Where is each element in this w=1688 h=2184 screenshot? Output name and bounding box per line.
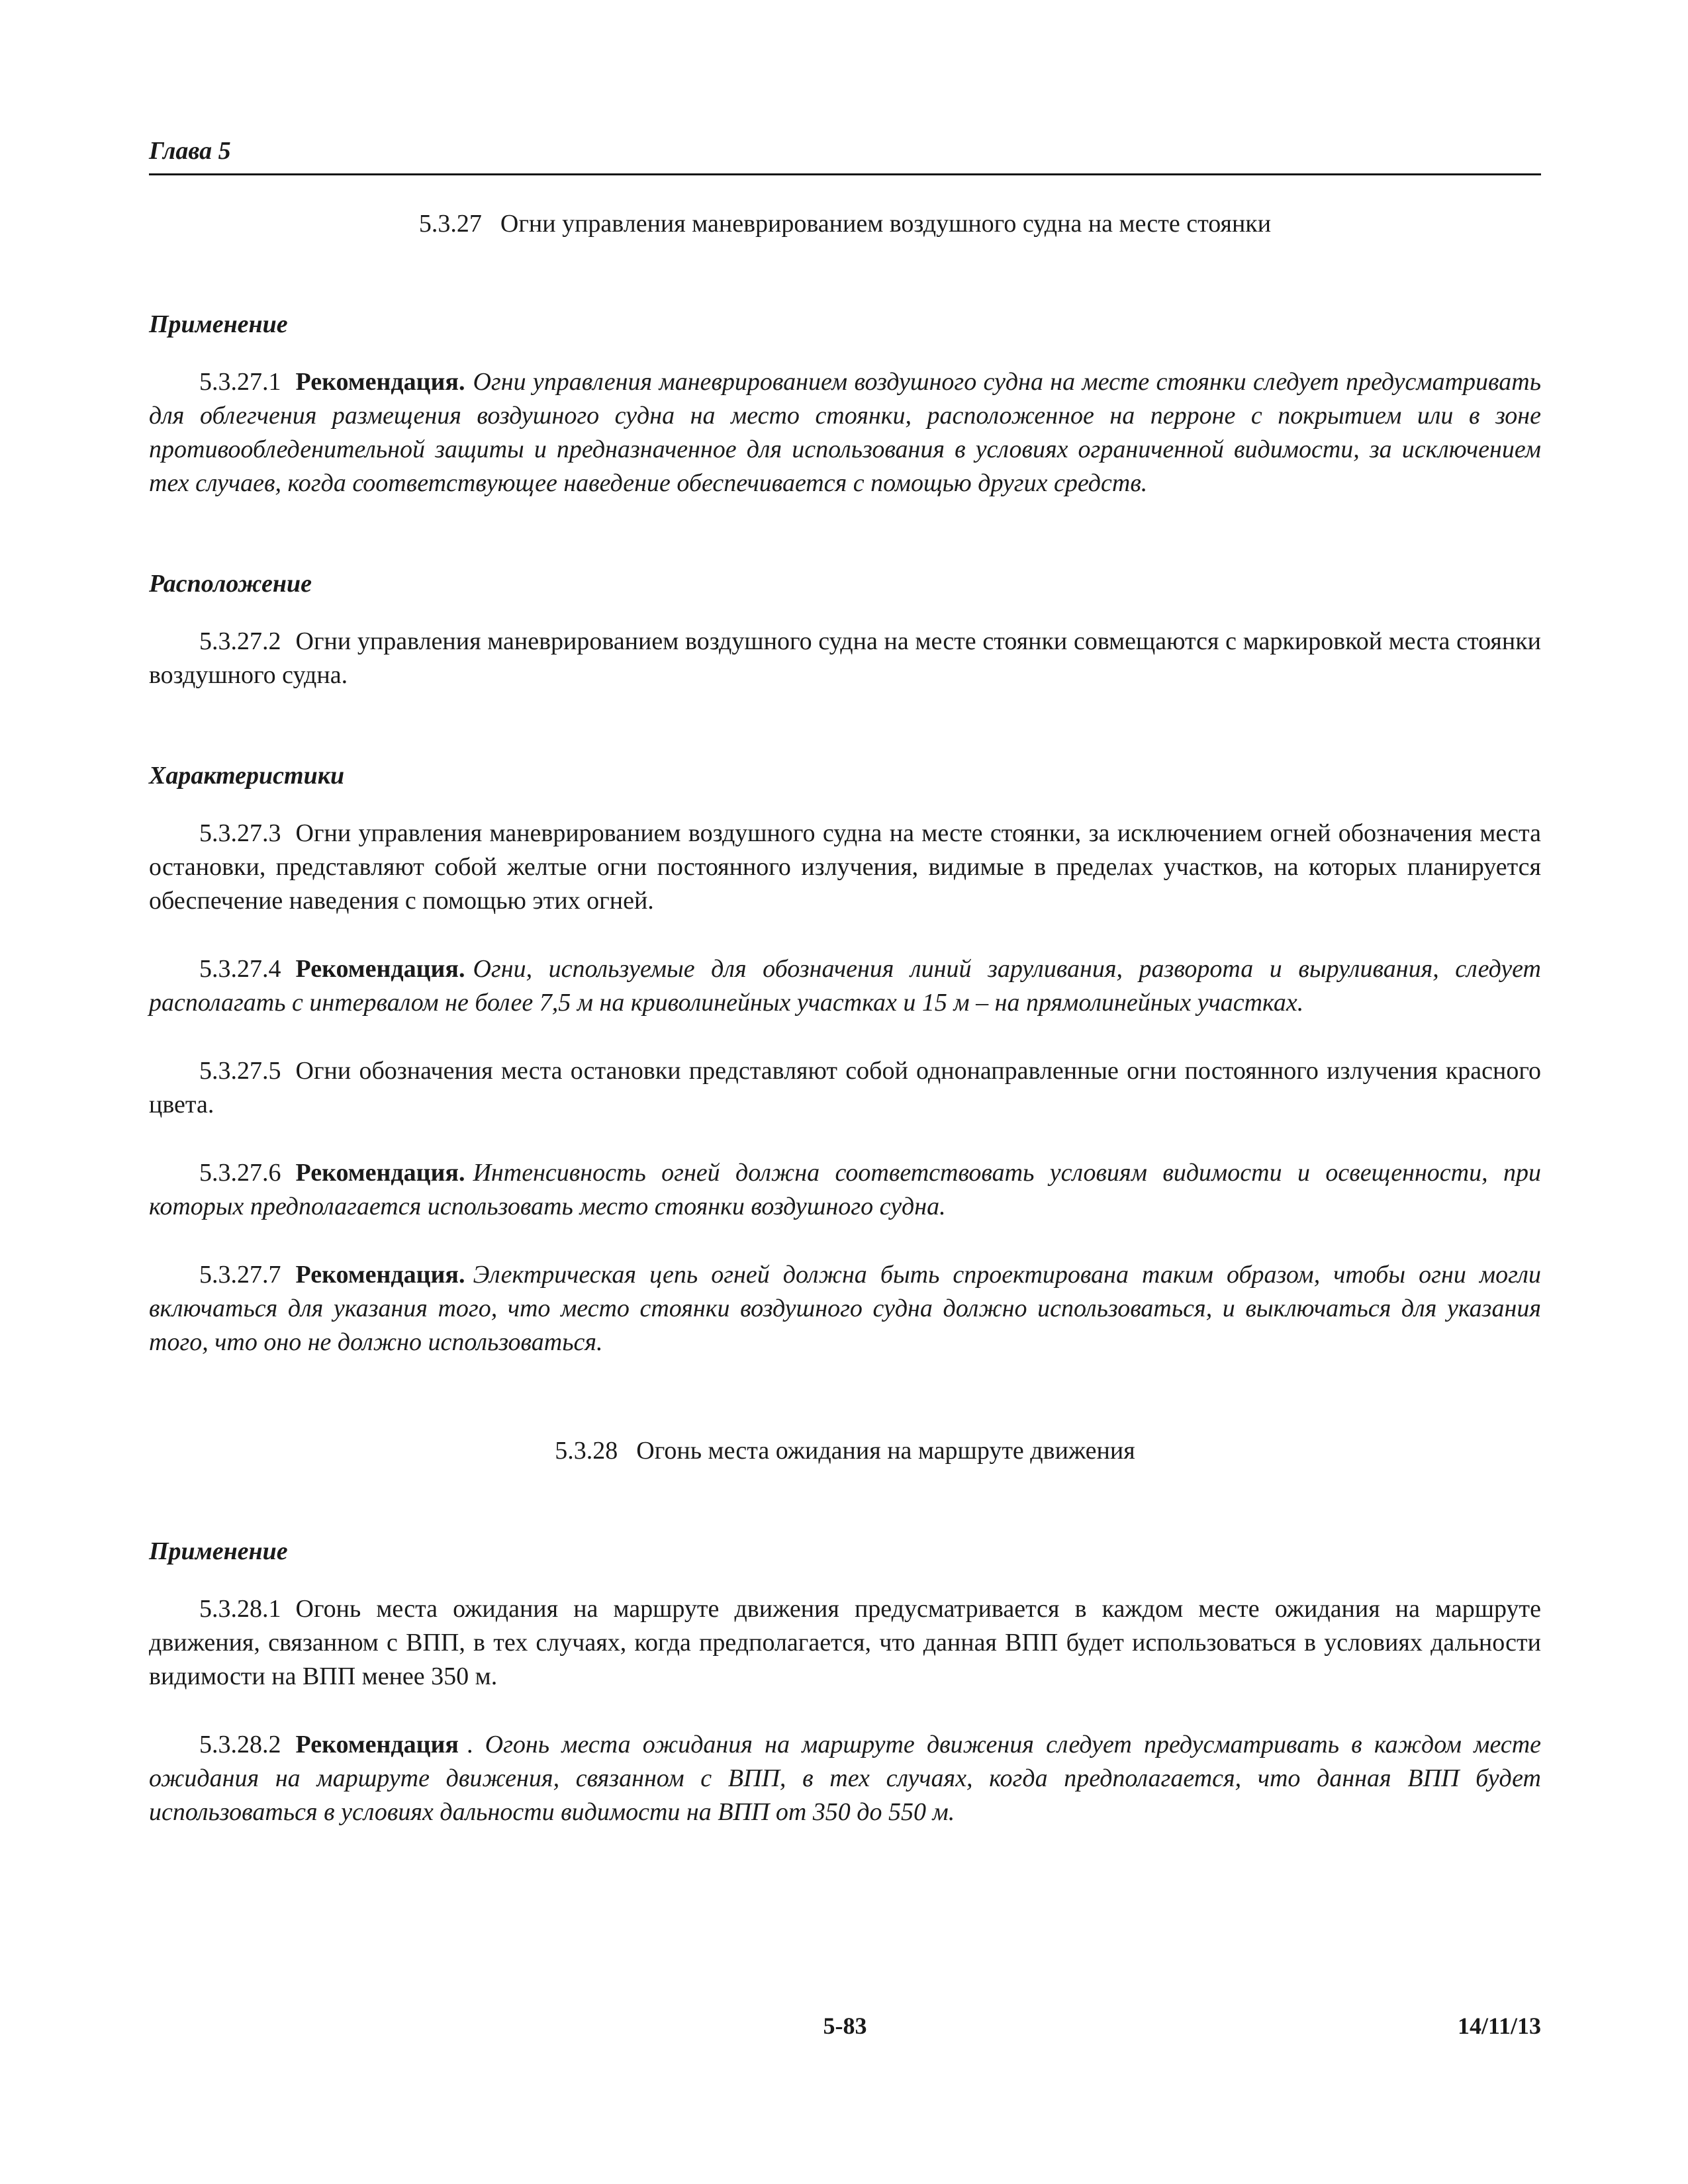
paragraph-text: Огни управления маневрированием воздушного судна на месте стоянки, за исключением огней обозначения места остановки, представляют собой желтые огни постоянного излучения, видимые в пределах участков, на которых планируется обеспечение наведения с помощью этих огней. xyxy=(149,819,1541,915)
paragraph-number: 5.3.27.7 xyxy=(199,1261,281,1289)
paragraph-text: Электрическая цепь огней должна быть спроектирована таким образом, чтобы огни могли включаться для указания того, что место стоянки воздушного судна должно использоваться, и выключаться для указания того, что оно не должно использоваться. xyxy=(149,1261,1541,1356)
subheading-characteristics: Характеристики xyxy=(149,762,345,790)
header-rule xyxy=(149,173,1541,175)
paragraph-5-3-27-1 xyxy=(149,365,1541,500)
paragraph-number: 5.3.27.5 xyxy=(199,1057,281,1085)
paragraph-number: 5.3.27.4 xyxy=(199,955,281,983)
section-number: 5.3.27 xyxy=(418,210,482,238)
paragraph-number: 5.3.28.1 xyxy=(199,1595,281,1623)
document-page xyxy=(149,0,1541,2184)
paragraph-5-3-28-2 xyxy=(149,1728,1541,1829)
section-number: 5.3.28 xyxy=(555,1437,618,1465)
recommendation-label: Рекомендация. xyxy=(295,1261,465,1289)
subheading-application: Применение xyxy=(149,310,288,338)
paragraph-text: Огни обозначения места остановки представляют собой однонаправленные огни постоянного излучения красного цвета. xyxy=(149,1057,1541,1118)
recommendation-label: Рекомендация. xyxy=(295,955,465,983)
page-number: 5-83 xyxy=(823,2013,867,2039)
paragraph-5-3-27-7 xyxy=(149,1258,1541,1359)
chapter-heading: Глава 5 xyxy=(149,137,231,165)
label-period: . xyxy=(466,1731,473,1758)
paragraph-number: 5.3.27.3 xyxy=(199,819,281,847)
recommendation-label: Рекомендация. xyxy=(295,1159,465,1187)
section-title-text: Огни управления маневрированием воздушного судна на месте стоянки xyxy=(500,210,1272,238)
paragraph-number: 5.3.27.1 xyxy=(199,368,281,396)
paragraph-5-3-27-2 xyxy=(149,625,1541,692)
paragraph-5-3-27-6 xyxy=(149,1156,1541,1224)
recommendation-label: Рекомендация. xyxy=(295,368,465,396)
paragraph-number: 5.3.27.6 xyxy=(199,1159,281,1187)
revision-date: 14/11/13 xyxy=(1457,2013,1541,2039)
paragraph-5-3-28-1 xyxy=(149,1592,1541,1694)
paragraph-number: 5.3.27.2 xyxy=(199,627,281,655)
paragraph-5-3-27-5 xyxy=(149,1054,1541,1122)
page-content xyxy=(149,199,1541,1829)
section-title-text: Огонь места ожидания на маршруте движения xyxy=(636,1437,1135,1465)
paragraph-5-3-27-4 xyxy=(149,952,1541,1020)
paragraph-text: Огонь места ожидания на маршруте движения предусматривается в каждом месте ожидания на маршруте движения, связанном с ВПП, в тех случаях, когда предполагается, что данная ВПП будет использоваться в условиях дальности видимости на ВПП менее 350 м. xyxy=(149,1595,1541,1690)
paragraph-text: Огни, используемые для обозначения линий заруливания, разворота и выруливания, следует располагать с интервалом не более 7,5 м на криволинейных участках и 15 м – на прямолинейных участках. xyxy=(149,955,1541,1017)
paragraph-number: 5.3.28.2 xyxy=(199,1731,281,1758)
recommendation-label: Рекомендация xyxy=(295,1731,459,1758)
paragraph-text: Огонь места ожидания на маршруте движения следует предусматривать в каждом месте ожидания на маршруте движения, связанном с ВПП, в тех случаях, когда предполагается, что данная ВПП будет использоваться в условиях дальности видимости на ВПП от 350 до 550 м. xyxy=(149,1731,1542,1826)
paragraph-text: Интенсивность огней должна соответствовать условиям видимости и освещенности, при которых предполагается использовать место стоянки воздушного судна. xyxy=(149,1159,1541,1220)
subheading-application-2: Применение xyxy=(149,1537,288,1565)
paragraph-text: Огни управления маневрированием воздушного судна на месте стоянки совмещаются с маркировкой места стоянки воздушного судна. xyxy=(149,627,1541,689)
section-5-3-28-title xyxy=(149,1433,1541,1468)
paragraph-5-3-27-3 xyxy=(149,817,1541,918)
paragraph-text: Огни управления маневрированием воздушного судна на месте стоянки следует предусматривать для облегчения размещения воздушного судна на место стоянки, расположенное на перроне с покрытием или в зоне противообледенительной защиты и предназначенное для использования в условиях ограниченной видимости, за исключением тех случаев, когда соответствующее наведение обеспечивается с помощью других средств. xyxy=(149,368,1541,497)
section-5-3-27-title xyxy=(149,206,1541,241)
subheading-location: Расположение xyxy=(149,570,312,598)
